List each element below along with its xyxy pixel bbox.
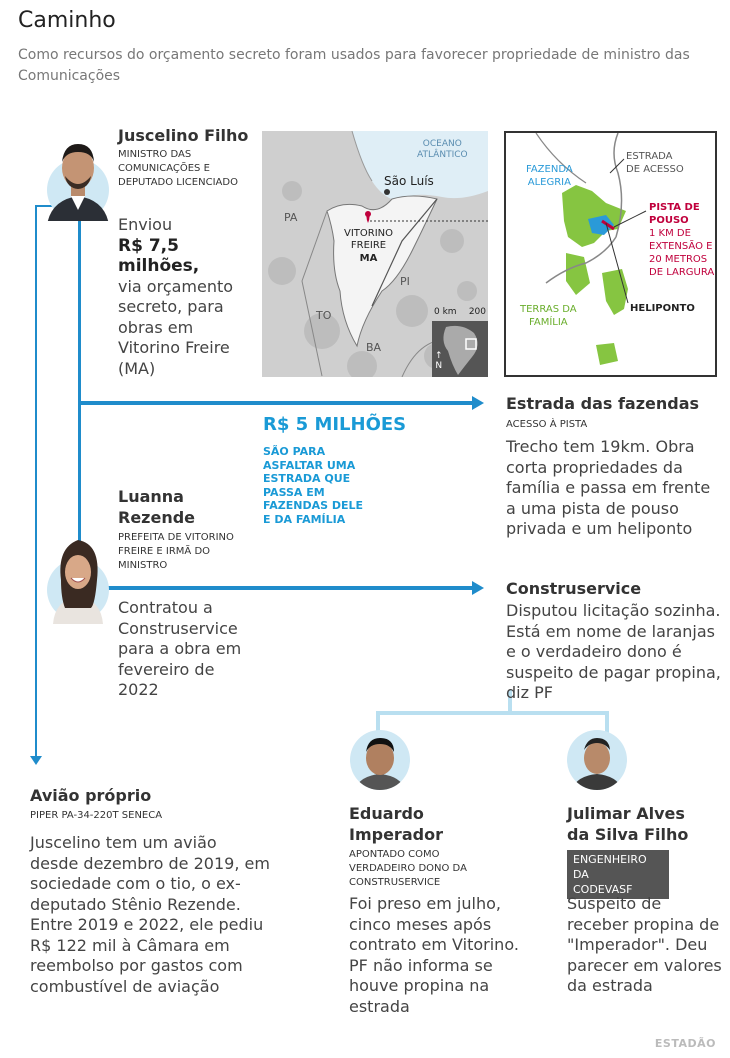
city-label: São Luís [384, 174, 434, 188]
construservice-text: Disputou licitação sozinha. Está em nome de laranjas e o verdadeiro dono é suspeito de pagar propina, diz PF [506, 601, 721, 702]
estrada-text: Trecho tem 19km. Obra corta propriedades da família e passa em frente a uma pista de pouso privada e um heliponto [506, 437, 711, 538]
juscelino-amount: R$ 7,5 milhões, [118, 235, 200, 276]
state-label-to: TO [316, 309, 332, 322]
luanna-role: PREFEITA DE VITORINO FREIRE E IRMÃ DO MINISTRO [118, 532, 234, 571]
luanna-avatar [47, 528, 109, 624]
eduardo-text: Foi preso em julho, cinco meses após contrato em Vitorino. PF não informa se houve propina na estrada [349, 894, 519, 1016]
arrow-estrada-line [78, 401, 474, 405]
aviao-text: Juscelino tem um avião desde dezembro de 2019, em sociedade com o tio, o ex-deputado Stênio Rezende. Entre 2019 e 2022, ele pediu R$ 122 mil à Câmara em reembolso por gastos com combustível de aviação [30, 833, 270, 996]
scale-bar: 0 km 200 [434, 307, 486, 317]
juscelino-avatar [47, 130, 109, 225]
state-label-ba: BA [366, 341, 382, 354]
ocean-label: OCEANO ATLÂNTICO [417, 139, 468, 160]
detail-map [504, 131, 717, 377]
branch-bar [376, 711, 609, 715]
town-label: VITORINO FREIRE MA [344, 228, 394, 264]
eduardo-avatar [350, 730, 410, 790]
estrada-sub: ACESSO À PISTA [506, 419, 588, 430]
juscelino-text: Enviou R$ 7,5 milhões, via orçamento secreto, para obras em Vitorino Freire (MA) [118, 215, 234, 378]
construservice-title: Construservice [506, 579, 642, 598]
north-icon: ↑ N [435, 351, 443, 371]
page-title: Caminho [18, 8, 116, 33]
julimar-avatar [567, 730, 627, 790]
arrow-construservice-line [106, 586, 474, 590]
main-vertical-line [78, 190, 81, 545]
luanna-name: Luanna Rezende [118, 487, 196, 527]
julimar-tag: ENGENHEIRO DA CODEVASF [567, 850, 669, 899]
pista-label: PISTA DE POUSO 1 KM DE EXTENSÃO E 20 METROS DE LARGURA [649, 202, 715, 278]
juscelino-role: MINISTRO DAS COMUNICAÇÕES E DEPUTADO LICENCIADO [118, 149, 238, 188]
eduardo-role: APONTADO COMO VERDADEIRO DONO DA CONSTRUSERVICE [349, 849, 467, 888]
terras-label: TERRAS DA FAMÍLIA [520, 304, 577, 328]
julimar-text: Suspeito de receber propina de "Imperador". Deu parecer em valores da estrada [567, 894, 722, 995]
money-desc: SÃO PARA ASFALTAR UMA ESTRADA QUE PASSA EM FAZENDAS DELE E DA FAMÍLIA [263, 445, 364, 526]
estadao-logo: ESTADÃO [654, 1037, 716, 1050]
aviao-sub: PIPER PA-34-220T SENECA [30, 810, 163, 821]
eduardo-name: Eduardo Imperador [349, 804, 443, 844]
juscelino-name: Juscelino Filho [118, 126, 249, 145]
estrada-acesso-label: ESTRADA DE ACESSO [626, 151, 684, 175]
state-label-pa: PA [284, 211, 298, 224]
page-subtitle: Como recursos do orçamento secreto foram usados para favorecer propriedade de ministro das Comunicações [18, 47, 690, 84]
state-label-pi: PI [400, 275, 410, 288]
money-value: R$ 5 MILHÕES [263, 414, 407, 435]
left-vertical-line [35, 205, 37, 760]
julimar-name: Julimar Alves da Silva Filho [567, 804, 689, 844]
luanna-text: Contratou a Construservice para a obra em fevereiro de 2022 [118, 598, 242, 699]
arrow-down-icon [30, 756, 42, 765]
aviao-title: Avião próprio [30, 786, 152, 805]
estrada-title: Estrada das fazendas [506, 394, 700, 413]
heliponto-label: HELIPONTO [630, 303, 695, 314]
inset-locator [432, 321, 488, 377]
arrow-right-icon [472, 396, 484, 410]
region-map [262, 131, 488, 377]
fazenda-label: FAZENDA ALEGRIA [526, 164, 573, 188]
arrow-right-icon [472, 581, 484, 595]
